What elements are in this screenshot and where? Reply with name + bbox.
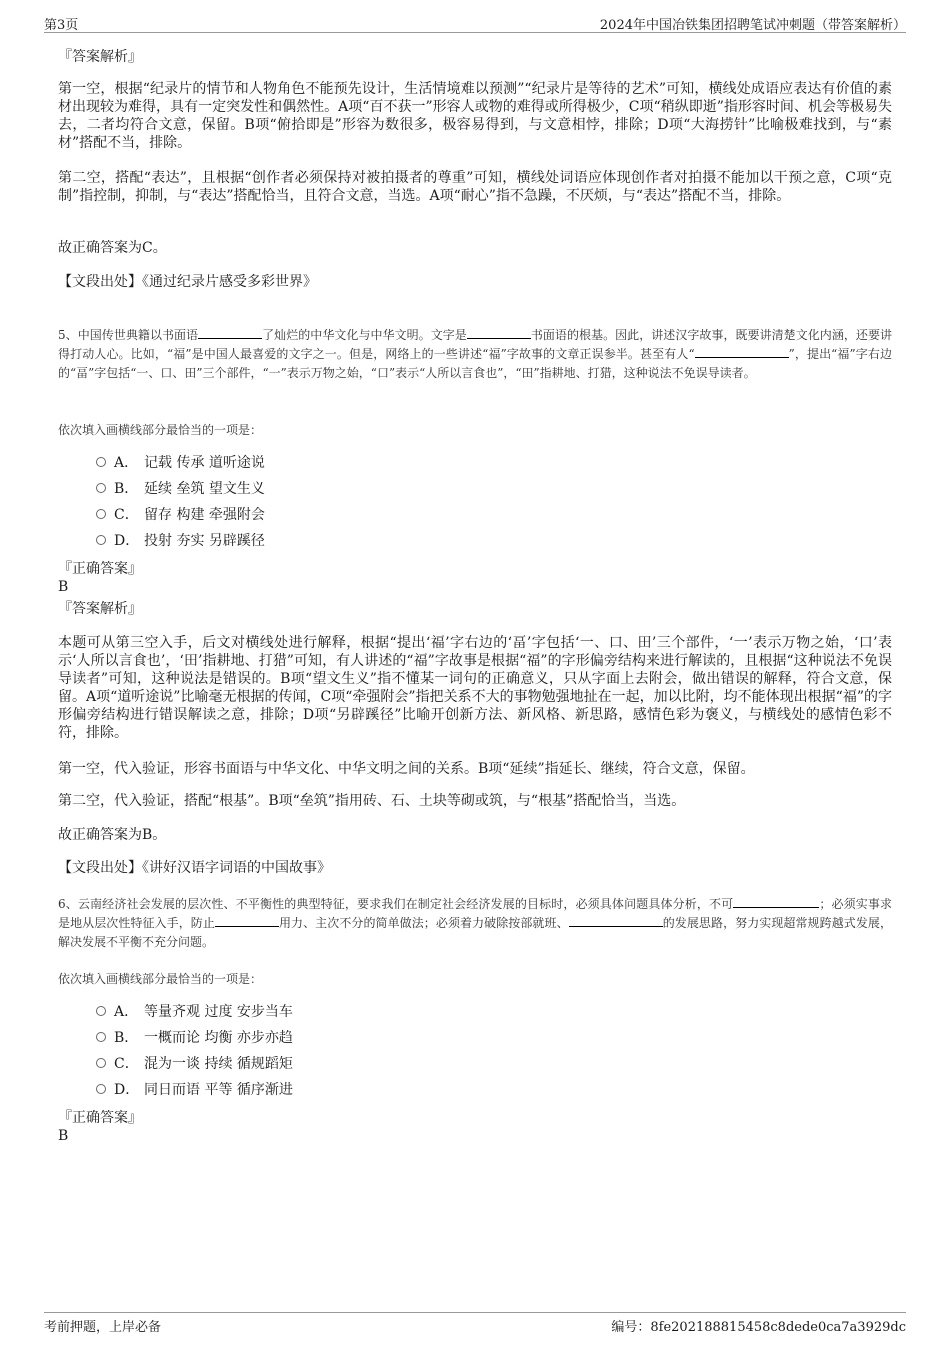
option-a[interactable]: [96, 453, 265, 473]
option-text: 等量齐观 过度 安步当车: [144, 1004, 293, 1020]
source-citation: 【文段出处】《讲好汉语字词语的中国故事》: [58, 860, 331, 876]
blank-line: [569, 915, 663, 927]
answer-value: B: [58, 1128, 69, 1144]
option-letter: A．: [114, 455, 139, 471]
option-text: 同日而语 平等 循序渐进: [144, 1082, 293, 1098]
option-letter: C．: [114, 1056, 139, 1072]
option-a[interactable]: [96, 1002, 293, 1022]
question-5-prompt: [58, 421, 892, 440]
stem-text: 了灿烂的中华文化与中华文明。文字是: [262, 328, 467, 342]
option-text: 记载 传承 道听途说: [144, 455, 265, 471]
analysis-paragraph: 本题可从第三空入手，后文对横线处进行解释，根据“提出‘福’字右边的‘畐’字包括‘一、口、田’三个部件，‘一’表示万物之始，‘口’表示‘人所以言食也’，‘田’指耕地、打猎”可知，有人讲述的“福”字故事是根据“福”的字形偏旁结构来进行解读的，且根据“这种说法不免误导读者”可知，这种说法是错误的。B项“望文生义”指不懂某一词句的正确意义，只从字面上去附会，做出错误的解释，符合文意，保留。A项“道听途说”比喻毫无根据的传闻，C项“牵强附会”指把关系不大的事物勉强地扯在一起，加以比附，均不能体现出根据“福”的字形偏旁结构进行错误解读之意，排除；D项“另辟蹊径”比喻开创新方法、新风格、新思路，感情色彩为褒义，与横线处的感情色彩不符，排除。: [58, 635, 892, 741]
document-title: 2024年中国冶铁集团招聘笔试冲刺题（带答案解析）: [599, 18, 906, 33]
blank-line: [467, 327, 531, 339]
source-citation: 【文段出处】《通过纪录片感受多彩世界》: [58, 274, 317, 290]
option-letter: B．: [114, 481, 139, 497]
q6-answer-wrap: [58, 1109, 892, 1145]
question-6-stem: [58, 895, 892, 952]
option-letter: C．: [114, 507, 139, 523]
analysis-paragraph: 第一空，根据“纪录片的情节和人物角色不能预先设计，生活情境难以预测”“纪录片是等待的艺术”可知，横线处成语应表达有价值的素材出现较为难得，具有一定突发性和偶然性。A项“百不获一”形容人或物的难得或所得极少，C项“稍纵即逝”指形容时间、机会等极易失去，二者均符合文意，保留。B项“俯拾即是”形容为数很多，极容易得到，与文意相悖，排除；D项“大海捞针”比喻极难找到，与“素材”搭配不当，排除。: [58, 81, 892, 151]
option-b[interactable]: [96, 479, 265, 499]
answer-value: B: [58, 579, 69, 595]
footer-slogan: 考前押题，上岸必备: [44, 1320, 162, 1335]
analysis-conclusion: 故正确答案为B。: [58, 827, 167, 843]
stem-text: ；必须实事求是地从层次性特征入手，防止: [58, 897, 892, 930]
blank-line: [215, 915, 279, 927]
prompt-text: 依次填入画横线部分最恰当的一项是：: [58, 972, 263, 986]
question-5-stem: [58, 326, 892, 383]
radio-icon[interactable]: [96, 509, 106, 519]
option-text: 投射 夯实 另辟蹊径: [144, 533, 265, 549]
option-letter: B．: [114, 1030, 139, 1046]
answer-label: 『正确答案』: [58, 561, 142, 577]
blank-line: [695, 346, 789, 358]
prev-analysis-p1-wrap: [58, 80, 892, 152]
q5-analysis-p2-wrap: [58, 760, 892, 778]
radio-icon[interactable]: [96, 1058, 106, 1068]
analysis-paragraph: 第二空，代入验证，搭配“根基”。B项“垒筑”指用砖、石、土块等砌或筑，与“根基”搭配恰当，当选。: [58, 793, 686, 809]
prev-analysis-label-wrap: [58, 48, 892, 66]
option-text: 延续 垒筑 望文生义: [144, 481, 265, 497]
radio-icon[interactable]: [96, 535, 106, 545]
q5-analysis-p3-wrap: [58, 792, 892, 810]
prev-analysis-p2-wrap: [58, 169, 892, 205]
option-letter: D．: [114, 1082, 140, 1098]
stem-text: 用力、主次不分的简单做法；必须着力破除按部就班、: [278, 916, 569, 930]
radio-icon[interactable]: [96, 1006, 106, 1016]
blank-line: [733, 896, 819, 908]
document-id: 编号：8fe202188815458c8dede0ca7a3929dc: [611, 1320, 906, 1335]
q5-conclusion-wrap: [58, 826, 892, 844]
answer-label: 『正确答案』: [58, 1110, 142, 1126]
q5-source-wrap: [58, 859, 892, 877]
radio-icon[interactable]: [96, 1032, 106, 1042]
option-text: 一概而论 均衡 亦步亦趋: [144, 1030, 293, 1046]
prompt-text: 依次填入画横线部分最恰当的一项是：: [58, 423, 263, 437]
analysis-label: 『答案解析』: [58, 49, 142, 65]
q5-analysis-p1-wrap: [58, 634, 892, 742]
option-text: 混为一谈 持续 循规蹈矩: [144, 1056, 293, 1072]
option-text: 留存 构建 牵强附会: [144, 507, 265, 523]
blank-line: [198, 327, 262, 339]
prev-conclusion-wrap: [58, 239, 892, 257]
option-b[interactable]: [96, 1028, 293, 1048]
analysis-label: 『答案解析』: [58, 601, 142, 617]
stem-text: 的发展思路，努力实现超常规跨越式发展，解决发展不平衡不充分问题。: [58, 916, 892, 949]
stem-text: ”，提出“福”字右边的“畐”字包括“一、口、田”三个部件，“一”表示万物之始，“口”表示“人所以言食也”，“田”指耕地、打猎，这种说法不免误导读者。: [58, 347, 893, 380]
option-c[interactable]: [96, 505, 265, 525]
stem-text: 5、中国传世典籍以书面语: [58, 328, 199, 342]
analysis-paragraph: 第二空，搭配“表达”，且根据“创作者必须保持对被拍摄者的尊重”可知，横线处词语应体现创作者对拍摄不能加以干预之意，C项“克制”指控制，抑制，与“表达”搭配恰当，且符合文意，当选。A项“耐心”指不急躁，不厌烦，与“表达”搭配不当，排除。: [58, 170, 892, 204]
page-number: 第3页: [44, 18, 79, 33]
analysis-conclusion: 故正确答案为C。: [58, 240, 167, 256]
stem-text: 6、云南经济社会发展的层次性、不平衡性的典型特征，要求我们在制定社会经济发展的目标时，必须具体问题具体分析，不可: [58, 897, 734, 911]
radio-icon[interactable]: [96, 457, 106, 467]
option-letter: D．: [114, 533, 140, 549]
option-d[interactable]: [96, 1080, 293, 1100]
question-6-prompt: [58, 970, 892, 989]
prev-source-wrap: [58, 273, 892, 291]
page-header: [44, 14, 906, 33]
analysis-paragraph: 第一空，代入验证，形容书面语与中华文化、中华文明之间的关系。B项“延续”指延长、继续，符合文意，保留。: [58, 761, 755, 777]
option-d[interactable]: [96, 531, 265, 551]
stem-text: 书面语的根基。因此，讲述汉字故事，既要讲清楚文化内涵，还要讲得打动人心。比如，“福”是中国人最喜爱的文字之一。但是，网络上的一些讲述“福”字故事的文章正误参半。甚至有人“: [58, 328, 892, 361]
q5-answer-wrap: [58, 560, 892, 618]
option-c[interactable]: [96, 1054, 293, 1074]
page-footer: [44, 1312, 906, 1333]
option-letter: A．: [114, 1004, 139, 1020]
radio-icon[interactable]: [96, 483, 106, 493]
radio-icon[interactable]: [96, 1084, 106, 1094]
